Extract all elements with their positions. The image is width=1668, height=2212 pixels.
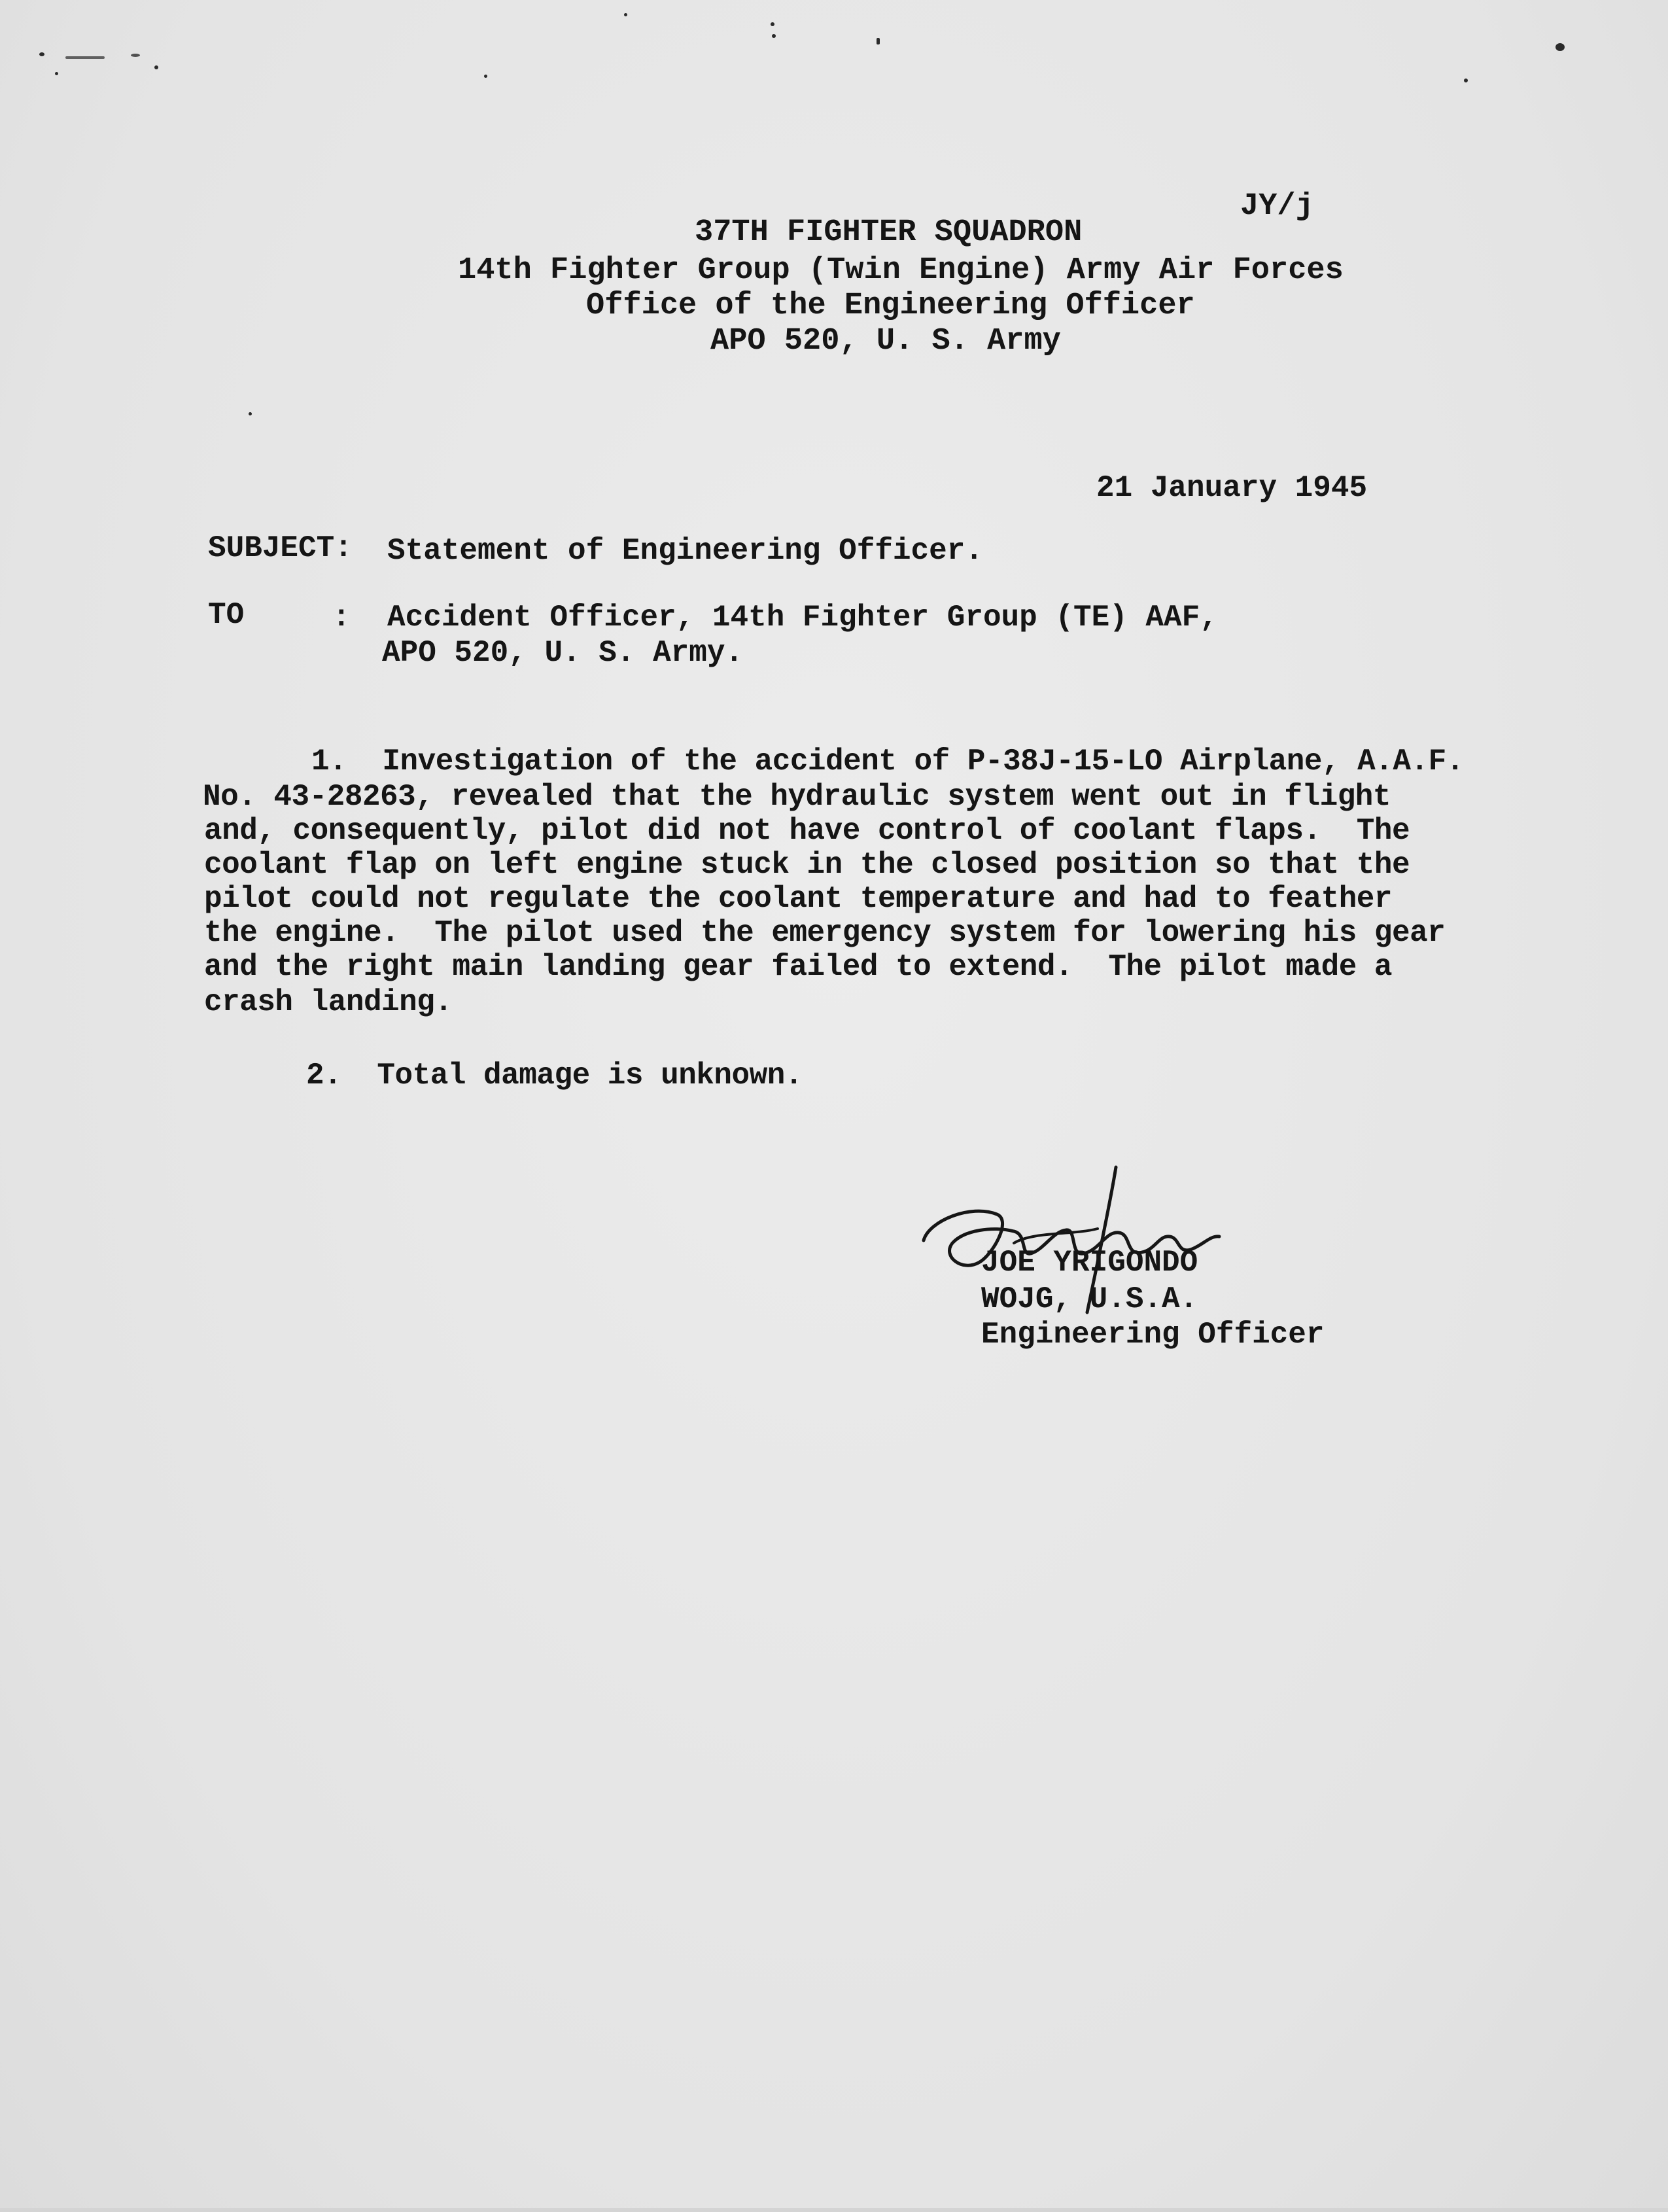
- to-address-line-1: Accident Officer, 14th Fighter Group (TE) AAF,: [387, 601, 1218, 635]
- signer-name: JOE YRIGONDO: [981, 1246, 1198, 1280]
- paragraph-1-line: No. 43-28263, revealed that the hydraulic system went out in flight: [203, 780, 1391, 814]
- speck: [55, 72, 58, 75]
- group-title: 14th Fighter Group (Twin Engine) Army Air Forces: [458, 253, 1344, 288]
- document-date: 21 January 1945: [1096, 471, 1368, 505]
- to-address-line-2: APO 520, U. S. Army.: [382, 636, 744, 670]
- signer-title: Engineering Officer: [981, 1318, 1325, 1352]
- speck: [1555, 43, 1565, 51]
- paragraph-1-line: and the right main landing gear failed to extend. The pilot made a: [204, 950, 1393, 984]
- speck: [39, 52, 44, 56]
- speck: [249, 412, 252, 415]
- reference-mark: JY/j: [1240, 189, 1314, 224]
- scan-bottom-edge: [0, 2208, 1668, 2212]
- speck: [131, 54, 140, 57]
- speck: [484, 75, 487, 78]
- paragraph-1-line: the engine. The pilot used the emergency system for lowering his gear: [204, 916, 1446, 950]
- paragraph-1-line: crash landing.: [204, 985, 453, 1019]
- paragraph-2: 2. Total damage is unknown.: [306, 1059, 803, 1093]
- speck: [1464, 79, 1468, 82]
- speck: [877, 38, 880, 44]
- subject-label: SUBJECT:: [208, 531, 353, 565]
- unit-title: 37TH FIGHTER SQUADRON: [695, 215, 1083, 250]
- speck: [154, 65, 158, 69]
- speck: [772, 34, 776, 38]
- paragraph-1-line: pilot could not regulate the coolant temperature and had to feather: [204, 882, 1393, 916]
- paragraph-1-line: and, consequently, pilot did not have control of coolant flaps. The: [204, 814, 1410, 848]
- to-colon: :: [332, 601, 351, 635]
- subject-text: Statement of Engineering Officer.: [387, 534, 983, 568]
- office-title: Office of the Engineering Officer: [586, 289, 1195, 323]
- speck: [624, 13, 627, 16]
- apo-line: APO 520, U. S. Army: [710, 324, 1061, 359]
- paragraph-1-line: 1. Investigation of the accident of P-38J-15-LO Airplane, A.A.F.: [311, 745, 1464, 779]
- speck: [65, 56, 105, 59]
- speck: [771, 22, 774, 26]
- signer-rank: WOJG, U.S.A.: [981, 1282, 1198, 1316]
- to-label: TO: [208, 598, 245, 632]
- paragraph-1-line: coolant flap on left engine stuck in the closed position so that the: [204, 848, 1410, 882]
